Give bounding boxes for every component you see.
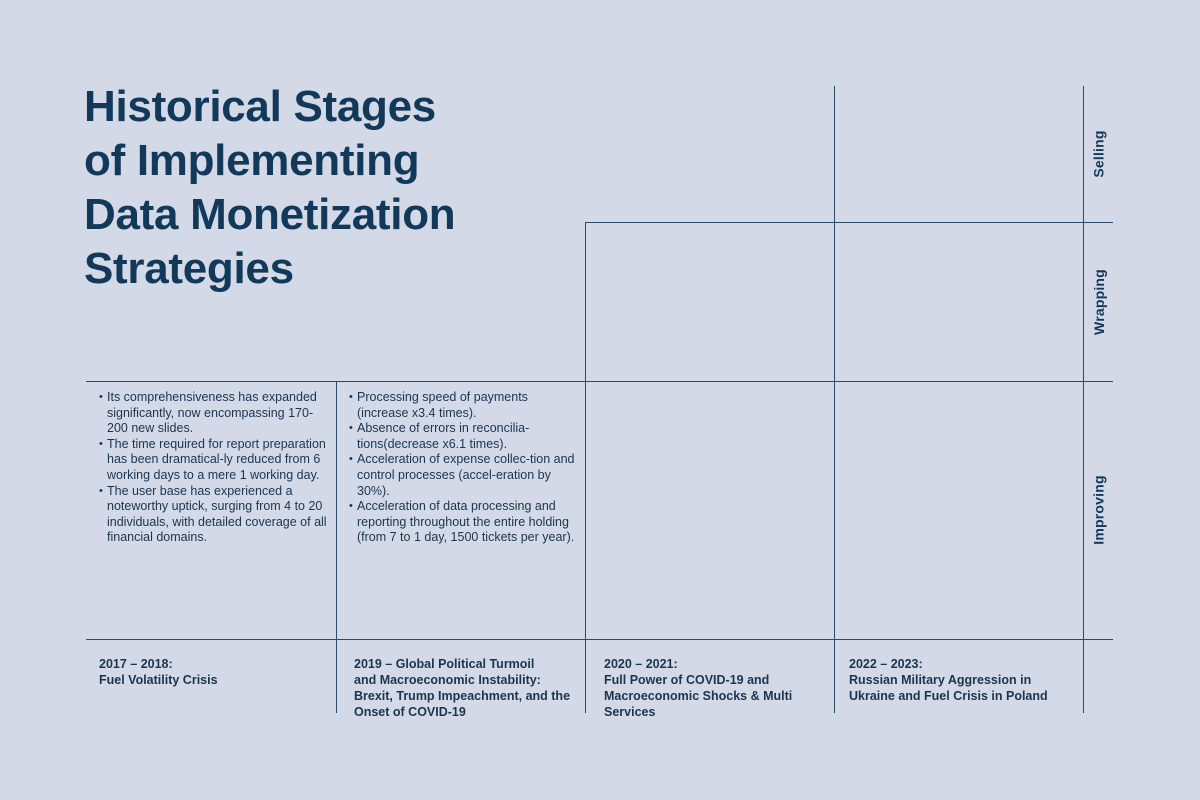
list-item: • Processing speed of payments (increase x3.4 times). bbox=[349, 390, 575, 421]
period-event: Russian Military Aggression in Ukraine and Fuel Crisis in Poland bbox=[849, 673, 1048, 703]
period-event: and Macroeconomic Instability: Brexit, Trump Impeachment, and the Onset of COVID-19 bbox=[354, 673, 571, 719]
title-line: of Implementing bbox=[84, 136, 420, 185]
cell-2017-improving-list bbox=[99, 390, 329, 546]
list-item: • The user base has experienced a noteworthy uptick, surging from 4 to 20 individuals, with detailed coverage of all financial domains. bbox=[99, 484, 329, 546]
row-label-wrapping-text: Wrapping bbox=[1091, 268, 1107, 335]
title-line: Strategies bbox=[84, 244, 294, 293]
grid-line-col4-left bbox=[834, 86, 835, 713]
period-years: 2017 – 2018: bbox=[99, 657, 173, 671]
title-line: Historical Stages bbox=[84, 82, 436, 131]
row-label-improving-text: Improving bbox=[1091, 475, 1108, 545]
title-line: Data Monetization bbox=[84, 190, 456, 239]
row-label-improving bbox=[1084, 381, 1114, 639]
period-2017-2018 bbox=[99, 656, 324, 688]
period-years: 2019 – Global Political Turmoil bbox=[354, 657, 535, 671]
period-event: Fuel Volatility Crisis bbox=[99, 673, 218, 687]
row-label-selling-text: Selling bbox=[1091, 130, 1108, 178]
cell-2019-improving-list bbox=[349, 390, 575, 546]
row-label-selling bbox=[1084, 86, 1114, 222]
list-item: • Its comprehensiveness has expanded significantly, now encompassing 170-200 new slides. bbox=[99, 390, 329, 437]
period-2022-2023 bbox=[849, 656, 1069, 704]
list-item: • Acceleration of expense collec-tion and control processes (accel-eration by 30%). bbox=[349, 452, 575, 499]
period-years: 2022 – 2023: bbox=[849, 657, 923, 671]
grid-line-selling-bottom bbox=[585, 222, 1113, 223]
list-item: • Absence of errors in reconcilia-tions(decrease x6.1 times). bbox=[349, 421, 575, 452]
period-event: Full Power of COVID-19 and Macroeconomic Shocks & Multi Services bbox=[604, 673, 793, 719]
list-item: • The time required for report preparation has been dramatical-ly reduced from 6 working days to a mere 1 working day. bbox=[99, 437, 329, 484]
grid-line-col2-left bbox=[336, 381, 337, 713]
grid-line-wrapping-bottom bbox=[86, 381, 1113, 382]
period-2019 bbox=[354, 656, 576, 720]
list-item: • Acceleration of data processing and reporting throughout the entire holding (from 7 to 1 day, 1500 tickets per year). bbox=[349, 499, 575, 546]
period-years: 2020 – 2021: bbox=[604, 657, 678, 671]
period-2020-2021 bbox=[604, 656, 814, 720]
page-title bbox=[84, 80, 604, 296]
row-label-wrapping bbox=[1084, 222, 1114, 381]
grid-line-improving-bottom bbox=[86, 639, 1113, 640]
